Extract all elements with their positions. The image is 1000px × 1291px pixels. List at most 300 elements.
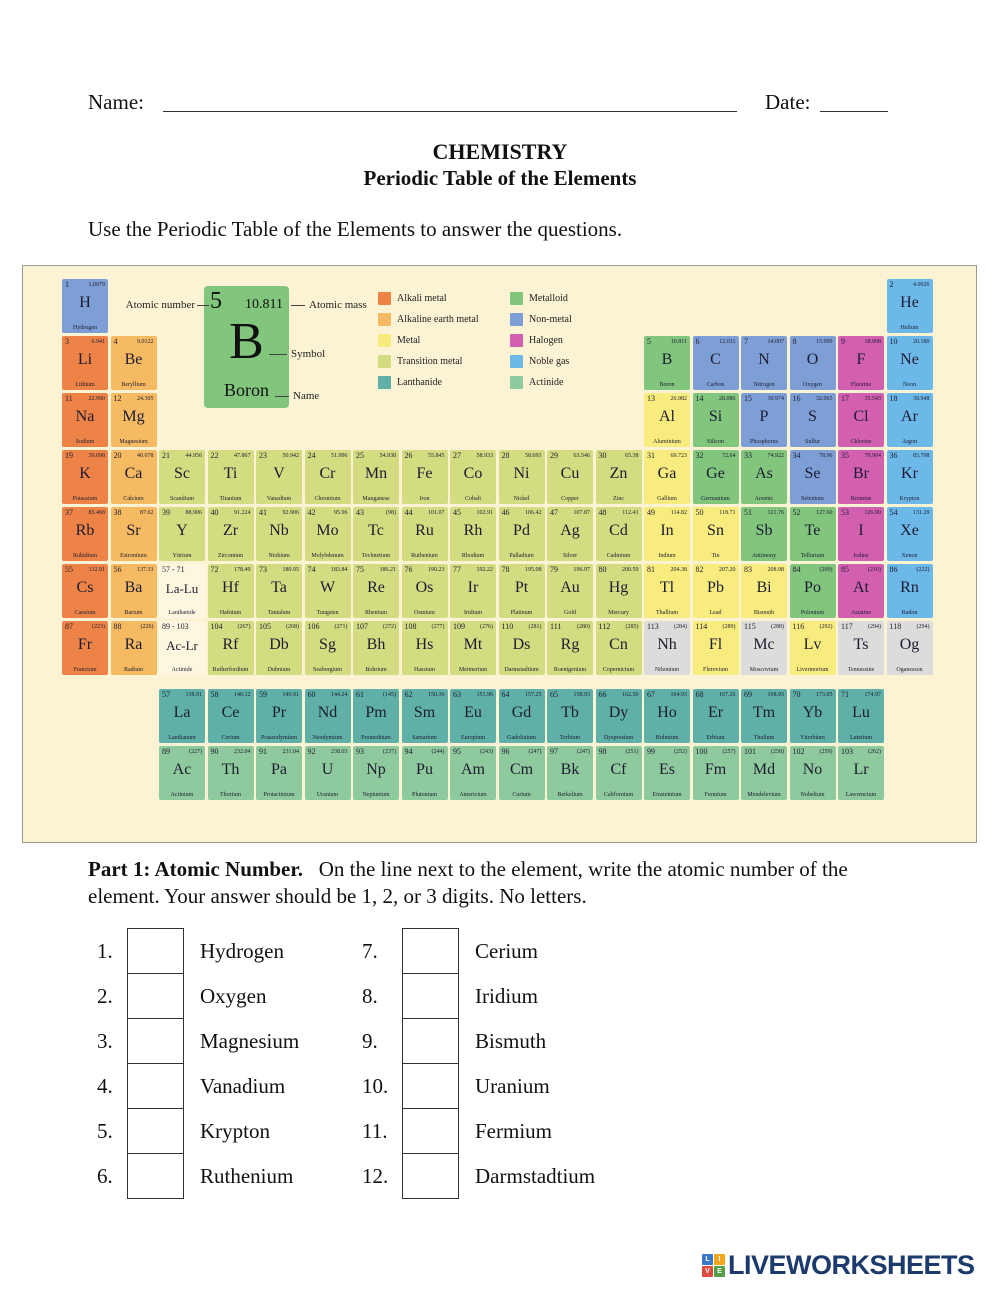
element-mass: (145) [383, 692, 396, 698]
legend-item [378, 288, 496, 309]
element-mass: 157.25 [525, 692, 542, 698]
element-symbol: La-Lu [165, 581, 199, 596]
element-number: 24 [307, 451, 316, 460]
element-Sg [305, 621, 351, 675]
element-mass: 195.08 [525, 567, 542, 573]
date-line[interactable] [820, 85, 888, 112]
element-name: Krypton [899, 496, 920, 502]
element-mass: (209) [819, 567, 833, 573]
element-symbol: Nh [657, 636, 677, 653]
element-name: Flerovium [703, 667, 728, 673]
element-name: Dysprosium [603, 735, 634, 741]
element-mass: 15.999 [816, 339, 833, 345]
element-number: 5 [647, 337, 651, 346]
element-number: 16 [792, 394, 801, 403]
element-Sc [159, 450, 205, 504]
element-Sr [111, 507, 157, 561]
question-element-name: Darmstadtium [475, 1163, 596, 1188]
element-Cn [596, 621, 642, 675]
element-name: Iridium [464, 610, 482, 616]
element-Gd [499, 689, 545, 743]
question-element-name: Uranium [475, 1073, 550, 1098]
element-symbol: At [853, 579, 869, 596]
element-name: Titanium [219, 496, 242, 502]
element-symbol: Cf [610, 761, 627, 778]
element-symbol: Hs [415, 636, 434, 653]
question-row [362, 1108, 595, 1154]
element-name: Selenium [801, 496, 824, 502]
instruction-text: Use the Periodic Table of the Elements to answer the questions. [88, 217, 623, 241]
element-number: 21 [162, 451, 170, 460]
element-number: 77 [453, 565, 461, 574]
element-name: Barium [124, 610, 143, 616]
element-number: 53 [841, 508, 849, 517]
element-mass: 22.990 [88, 396, 105, 402]
question-number: 6. [97, 1163, 113, 1188]
element-Pd [499, 507, 545, 561]
element-name: Lead [709, 610, 722, 616]
name-line[interactable] [163, 85, 737, 112]
element-number: 8 [792, 337, 797, 346]
worksheet-title: CHEMISTRY [432, 139, 568, 164]
element-name: Phosphorus [749, 439, 778, 445]
liveworksheets-wordmark: LIVEWORKSHEETS [728, 1250, 975, 1280]
element-name: Cobalt [465, 496, 481, 502]
element-number: 60 [307, 690, 316, 699]
legend-swatch-noble [510, 355, 523, 368]
element-mass: 186.21 [379, 567, 396, 573]
element-name: Palladium [509, 553, 534, 559]
legend-label: Noble gas [529, 356, 570, 367]
legend-item [510, 330, 628, 351]
element-number: 64 [501, 690, 510, 699]
element-mass: 95.96 [334, 510, 348, 516]
legend-swatch-actinide [510, 376, 523, 389]
element-name: Platinum [510, 610, 533, 616]
element-mass: 162.50 [622, 692, 639, 698]
element-number: 76 [404, 565, 413, 574]
worksheet-subtitle: Periodic Table of the Elements [363, 166, 637, 190]
element-mass: 10.811 [670, 339, 687, 345]
element-symbol: V [273, 465, 285, 482]
element-Ta [256, 564, 302, 618]
element-mass: 58.933 [476, 453, 493, 459]
element-mass: 174.97 [864, 692, 881, 698]
element-mass: 55.845 [428, 453, 445, 459]
element-number: 89 [162, 747, 170, 756]
questions-col-right [362, 929, 595, 1199]
pointer-line [197, 305, 209, 306]
answer-box[interactable] [402, 1108, 459, 1154]
element-mass: 238.03 [331, 749, 348, 755]
answer-box[interactable] [402, 1063, 459, 1109]
element-Rf [208, 621, 254, 675]
element-name: Antimony [751, 553, 777, 559]
question-element-name: Cerium [475, 938, 538, 963]
element-number: 80 [598, 565, 607, 574]
element-symbol: Ra [124, 636, 143, 653]
element-number: 93 [356, 747, 364, 756]
element-name: Livermorium [796, 667, 829, 673]
element-symbol: Sr [126, 522, 141, 539]
element-mass: (277) [431, 624, 445, 630]
element-name: Yttrium [172, 553, 192, 559]
element-number: 9 [841, 337, 845, 346]
element-Au [547, 564, 593, 618]
element-Ir [450, 564, 496, 618]
element-name: Aluminium [653, 439, 681, 445]
element-name: Chlorine [850, 439, 872, 445]
element-symbol: Pd [513, 522, 530, 539]
element-mass: (280) [577, 624, 590, 630]
element-name: Gold [564, 610, 576, 616]
name-label: Name: [88, 90, 144, 114]
element-mass: (210) [868, 567, 881, 573]
element-number: 18 [889, 394, 898, 403]
element-symbol: Mc [753, 636, 775, 653]
element-Br [838, 450, 884, 504]
element-number: 51 [744, 508, 752, 517]
element-mass: 58.693 [525, 453, 542, 459]
answer-box[interactable] [127, 1153, 184, 1199]
element-mass: (244) [431, 749, 445, 755]
element-name: Hafnium [219, 610, 242, 616]
element-name: Polonium [800, 610, 825, 616]
question-number: 10. [362, 1073, 389, 1098]
answer-box[interactable] [402, 928, 459, 974]
element-Er [693, 689, 739, 743]
element-name: Nitrogen [753, 382, 775, 388]
element-symbol: Er [707, 704, 724, 721]
element-La-Lu [159, 564, 205, 618]
element-name: Tin [711, 553, 720, 559]
element-Se [790, 450, 836, 504]
element-name: Ruthenium [411, 553, 438, 559]
element-number: 117 [841, 622, 853, 631]
answer-box[interactable] [127, 1018, 184, 1064]
element-mass: 1.0079 [88, 282, 105, 288]
logo-square-I: I [714, 1254, 725, 1265]
element-name: Thorium [220, 792, 241, 798]
element-number: 88 [113, 622, 122, 631]
element-symbol: Rb [75, 522, 95, 539]
element-mass: (247) [577, 749, 590, 755]
element-mass: (289) [722, 624, 736, 630]
element-name: Radium [124, 667, 143, 673]
element-name: Bismuth [753, 610, 775, 616]
legend-swatch-transition [378, 355, 391, 368]
question-element-name: Iridium [475, 983, 538, 1008]
element-Co [450, 450, 496, 504]
element-number: 32 [695, 451, 704, 460]
element-number: 20 [113, 451, 122, 460]
element-name: Hassium [414, 667, 435, 673]
pointer-line [269, 354, 287, 355]
element-Cd [596, 507, 642, 561]
element-name: Ytterbium [800, 735, 825, 741]
question-number: 11. [362, 1118, 388, 1143]
pointer-line [275, 396, 289, 397]
question-element-name: Vanadium [200, 1073, 286, 1098]
legend-swatch-nonmetal [510, 313, 523, 326]
element-Ds [499, 621, 545, 675]
element-mass: 180.95 [282, 567, 299, 573]
legend-item [510, 288, 628, 309]
answer-box[interactable] [127, 1063, 184, 1109]
element-mass: (258) [771, 749, 784, 755]
element-mass: 231.04 [282, 749, 299, 755]
element-symbol: Pm [365, 704, 387, 721]
element-Ca [111, 450, 157, 504]
element-name: Praseodymium [261, 735, 297, 741]
element-symbol: Cu [560, 465, 580, 482]
element-number: 7 [744, 337, 748, 346]
element-name: Beryllium [121, 382, 146, 388]
element-number: 87 [65, 622, 73, 631]
element-number: 6 [695, 337, 700, 346]
element-name: Promethium [361, 735, 391, 741]
answer-box[interactable] [402, 1018, 459, 1064]
element-mass: 232.04 [234, 749, 251, 755]
liveworksheets-logo [702, 1250, 975, 1281]
pointer-line [291, 305, 305, 306]
element-name: Francium [73, 667, 97, 673]
element-number: 62 [404, 690, 413, 699]
element-name: Astatine [851, 610, 871, 616]
element-number: 72 [210, 565, 219, 574]
element-name: Oxygen [803, 382, 822, 388]
element-number: 79 [550, 565, 558, 574]
element-mass: 51.996 [331, 453, 348, 459]
element-Hg [596, 564, 642, 618]
element-mass: 178.49 [234, 567, 251, 573]
element-mass: 40.078 [137, 453, 154, 459]
element-Pt [499, 564, 545, 618]
element-Pr [256, 689, 302, 743]
legend-swatch-metal [378, 334, 391, 347]
element-symbol: Tc [368, 522, 384, 539]
element-name: Meitnerium [458, 667, 488, 673]
symbol-label: Symbol [291, 348, 326, 360]
element-symbol: Ge [706, 465, 725, 482]
element-symbol: Kr [901, 465, 918, 482]
question-number: 4. [97, 1073, 113, 1098]
element-symbol: C [710, 351, 721, 368]
element-name: Caesium [74, 610, 96, 616]
legend [378, 288, 628, 393]
element-mass: 158.93 [573, 692, 590, 698]
part1-body: On the line next to the element, write the atomic number of the element. Your answer should be 1, 2, or 3 digits. No letters. [88, 857, 848, 908]
element-mass: 150.36 [428, 692, 445, 698]
element-Sn [693, 507, 739, 561]
answer-box[interactable] [402, 973, 459, 1019]
element-name: Helium [900, 325, 919, 331]
key-symbol: B [229, 313, 264, 370]
element-mass: 12.011 [719, 339, 736, 345]
element-mass: 26.982 [670, 396, 687, 402]
question-number: 12. [362, 1163, 389, 1188]
element-K [62, 450, 108, 504]
element-number: 52 [792, 508, 801, 517]
element-name: Neodymium [312, 735, 343, 741]
element-number: 66 [598, 690, 607, 699]
element-symbol: Po [804, 579, 821, 596]
question-element-name: Hydrogen [200, 938, 284, 963]
element-symbol: Gd [511, 704, 532, 721]
element-symbol: Re [367, 579, 385, 596]
element-Al [644, 393, 690, 447]
element-Po [790, 564, 836, 618]
element-name: Copper [561, 496, 579, 502]
element-mass: (268) [286, 624, 299, 630]
question-element-name: Ruthenium [200, 1163, 294, 1188]
question-element-name: Magnesium [200, 1028, 300, 1053]
element-number: 55 [65, 565, 73, 574]
element-symbol: As [755, 465, 773, 482]
element-number: 68 [695, 690, 704, 699]
element-Cm [499, 746, 545, 800]
legend-col-right [510, 288, 628, 393]
element-name: Erbium [706, 735, 725, 741]
element-name: Silver [562, 553, 578, 559]
element-mass: 30.974 [767, 396, 784, 402]
question-number: 2. [97, 983, 113, 1008]
legend-label: Metalloid [529, 293, 568, 304]
element-symbol: N [758, 351, 770, 368]
question-number: 8. [362, 983, 378, 1008]
element-number: 4 [113, 337, 118, 346]
element-symbol: Sg [319, 636, 336, 653]
answer-box[interactable] [127, 973, 184, 1019]
element-number: 37 [65, 508, 73, 517]
element-number: 45 [453, 508, 461, 517]
element-Ni [499, 450, 545, 504]
legend-item [378, 351, 496, 372]
element-mass: 24.305 [137, 396, 154, 402]
element-number: 11 [65, 394, 73, 403]
element-name: Lithium [75, 382, 95, 388]
question-number: 1. [97, 938, 113, 963]
element-symbol: Be [124, 351, 143, 368]
element-name: Thallium [656, 610, 678, 616]
element-mass: (292) [819, 624, 833, 630]
element-symbol: Cn [609, 636, 628, 653]
element-mass: (294) [916, 624, 930, 630]
element-name: Neptunium [362, 792, 390, 798]
element-At [838, 564, 884, 618]
element-symbol: Es [659, 761, 675, 778]
element-symbol: U [321, 761, 334, 778]
element-symbol: Ti [223, 465, 238, 482]
answer-box[interactable] [127, 1108, 184, 1154]
element-number: 82 [695, 565, 704, 574]
element-Nh [644, 621, 690, 675]
element-mass: (251) [625, 749, 639, 755]
element-number: 23 [259, 451, 267, 460]
element-symbol: Nb [269, 522, 289, 539]
element-Pu [402, 746, 448, 800]
element-name: Samarium [412, 735, 437, 741]
element-mass: 39.098 [88, 453, 105, 459]
element-number: 90 [210, 747, 219, 756]
element-number: 25 [356, 451, 364, 460]
element-Rh [450, 507, 496, 561]
element-N [741, 336, 787, 390]
legend-item [510, 351, 628, 372]
element-mass: 114.82 [670, 510, 687, 516]
element-Ag [547, 507, 593, 561]
element-mass: (284) [674, 624, 687, 630]
element-symbol: Ni [513, 465, 530, 482]
element-name: Rhenium [365, 610, 387, 616]
element-symbol: Pb [707, 579, 724, 596]
question-element-name: Fermium [475, 1118, 552, 1143]
element-number: 13 [647, 394, 655, 403]
element-mass: (247) [528, 749, 542, 755]
element-mass: (237) [383, 749, 396, 755]
name-label-key: Name [293, 390, 320, 402]
question-element-name: Krypton [200, 1118, 270, 1143]
element-Eu [450, 689, 496, 743]
questions-col-left [97, 929, 299, 1199]
element-name: Nihonium [654, 667, 680, 673]
element-number: 67 [647, 690, 655, 699]
element-number: 99 [647, 747, 655, 756]
element-number: 15 [744, 394, 752, 403]
element-symbol: Ts [853, 636, 869, 653]
element-mass: 173.05 [816, 692, 833, 698]
element-mass: 107.87 [573, 510, 590, 516]
element-number: 81 [647, 565, 655, 574]
element-number: 69 [744, 690, 752, 699]
atomic-number-label: Atomic number [125, 299, 195, 311]
answer-box[interactable] [127, 928, 184, 974]
element-mass: 101.07 [428, 510, 445, 516]
legend-label: Halogen [529, 335, 563, 346]
liveworksheets-icon [702, 1254, 725, 1277]
element-symbol: Ho [657, 704, 677, 721]
element-mass: (98) [386, 510, 396, 516]
legend-swatch-halogen [510, 334, 523, 347]
element-mass: 168.93 [767, 692, 784, 698]
answer-box[interactable] [402, 1153, 459, 1199]
element-symbol: Cm [509, 761, 534, 778]
element-Zr [208, 507, 254, 561]
legend-item [378, 309, 496, 330]
element-mass: 63.546 [573, 453, 590, 459]
element-symbol: Mo [316, 522, 339, 539]
element-symbol: Mn [364, 465, 388, 482]
element-mass: 91.224 [234, 510, 251, 516]
element-number: 84 [792, 565, 801, 574]
element-Ga [644, 450, 690, 504]
element-Bi [741, 564, 787, 618]
element-mass: (257) [722, 749, 736, 755]
element-number: 47 [550, 508, 558, 517]
element-number: 115 [744, 622, 756, 631]
legend-label: Actinide [529, 377, 564, 388]
element-name: Manganese [362, 496, 390, 502]
element-name: Curium [512, 792, 531, 798]
element-Nd [305, 689, 351, 743]
element-name: Dubnium [267, 667, 291, 673]
element-name: Oganesson [896, 667, 923, 673]
question-row [97, 928, 299, 974]
element-symbol: Se [804, 465, 821, 482]
element-symbol: Rh [463, 522, 483, 539]
key-name: Boron [224, 380, 269, 400]
element-mass: (271) [334, 624, 348, 630]
